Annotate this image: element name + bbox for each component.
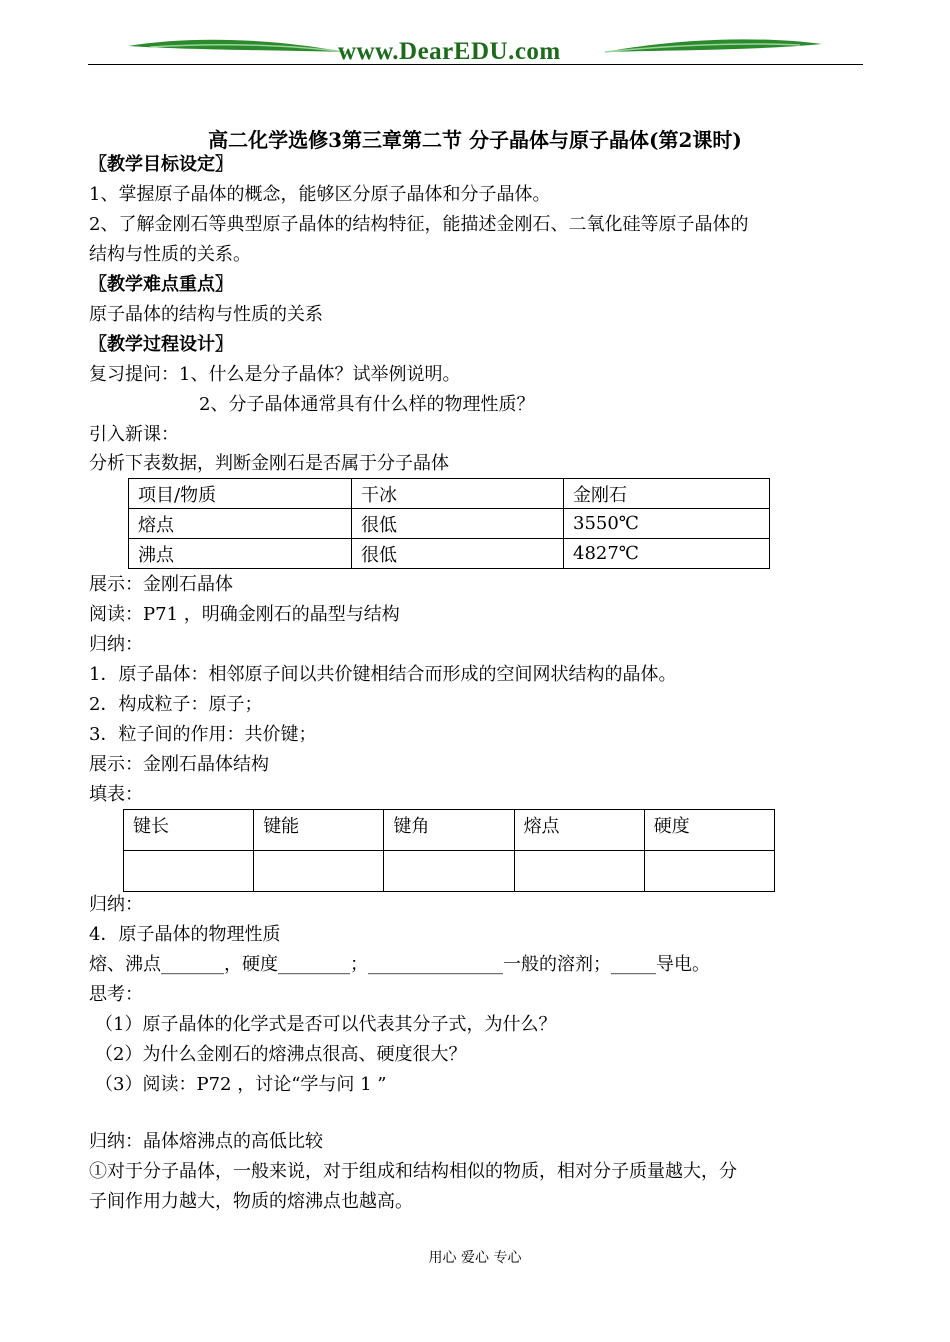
table-cell: 项目/物质 — [129, 479, 352, 509]
text-line: 结构与性质的关系。 — [89, 244, 251, 265]
text-line: 子间作用力越大，物质的熔沸点也越高。 — [89, 1191, 413, 1212]
table-cell: 熔点 — [514, 810, 644, 851]
text-line: 归纳： — [89, 894, 143, 915]
section-heading-goals: 〖教学目标设定〗 — [89, 154, 233, 175]
table-cell: 金刚石 — [564, 479, 770, 509]
text-line: 1．原子晶体：相邻原子间以共价键相结合而形成的空间网状结构的晶体。 — [89, 664, 677, 685]
table-row — [129, 539, 770, 569]
text-line: 2、了解金刚石等典型原子晶体的结构特征，能描述金刚石、二氧化硅等原子晶体的 — [89, 214, 749, 235]
table-cell: 4827℃ — [564, 539, 770, 569]
table-cell: 3550℃ — [564, 509, 770, 539]
text-line: 分析下表数据，判断金刚石是否属于分子晶体 — [89, 453, 449, 474]
text-line: 1、掌握原子晶体的概念，能够区分原子晶体和分子晶体。 — [89, 184, 551, 205]
table-cell: 键能 — [254, 810, 384, 851]
table-cell: 很低 — [352, 539, 564, 569]
text-line: 熔、沸点_______，硬度________；_______________一般的溶剂；_____导电。 — [89, 954, 710, 975]
text-line: ①对于分子晶体，一般来说，对于组成和结构相似的物质，相对分子质量越大，分 — [89, 1161, 737, 1182]
table-cell: 沸点 — [129, 539, 352, 569]
text-line: 2．构成粒子：原子； — [89, 694, 263, 715]
table-cell: 熔点 — [129, 509, 352, 539]
site-header — [0, 28, 950, 78]
table-row — [129, 509, 770, 539]
table-cell: 很低 — [352, 509, 564, 539]
text-line: 思考： — [89, 984, 143, 1005]
section-heading-keypoints: 〖教学难点重点〗 — [89, 274, 233, 295]
text-line: 归纳： — [89, 634, 143, 655]
table-cell-blank — [644, 851, 774, 892]
comparison-table — [128, 478, 770, 569]
text-line: 4．原子晶体的物理性质 — [89, 924, 281, 945]
text-line: 阅读：P71 ，明确金刚石的晶型与结构 — [89, 604, 400, 625]
fill-in-table — [123, 809, 775, 892]
text-line: （1）原子晶体的化学式是否可以代表其分子式，为什么？ — [95, 1014, 557, 1035]
text-line: 原子晶体的结构与性质的关系 — [89, 304, 323, 325]
table-cell: 干冰 — [352, 479, 564, 509]
table-header-row — [129, 479, 770, 509]
text-line: 归纳：晶体熔沸点的高低比较 — [89, 1131, 323, 1152]
text-line: 展示：金刚石晶体 — [89, 574, 233, 595]
text-line: （3）阅读：P72 ，讨论“学与问 1 ” — [95, 1074, 387, 1095]
table-cell-blank — [124, 851, 254, 892]
site-name: www.DearEDU.com — [338, 38, 561, 65]
table-cell-blank — [514, 851, 644, 892]
text-line: 2、分子晶体通常具有什么样的物理性质？ — [199, 394, 535, 415]
text-line: 3．粒子间的作用：共价键； — [89, 724, 317, 745]
table-row — [124, 851, 775, 892]
page-title: 高二化学选修3第三章第二节 分子晶体与原子晶体(第2课时) — [208, 128, 742, 152]
text-line: 填表： — [89, 784, 143, 805]
text-line: 引入新课： — [89, 424, 179, 445]
text-line: （2）为什么金刚石的熔沸点很高、硬度很大？ — [95, 1044, 467, 1065]
right-leaf-icon — [605, 39, 822, 52]
table-header-row — [124, 810, 775, 851]
table-cell: 键角 — [384, 810, 514, 851]
header-rule — [88, 64, 863, 65]
text-line: 展示：金刚石晶体结构 — [89, 754, 269, 775]
text-line: 复习提问：1、什么是分子晶体？试举例说明。 — [89, 364, 461, 385]
table-cell: 键长 — [124, 810, 254, 851]
section-heading-process: 〖教学过程设计〗 — [89, 334, 233, 355]
table-cell-blank — [254, 851, 384, 892]
table-cell-blank — [384, 851, 514, 892]
page-footer: 用心 爱心 专心 — [428, 1250, 522, 1266]
table-cell: 硬度 — [644, 810, 774, 851]
